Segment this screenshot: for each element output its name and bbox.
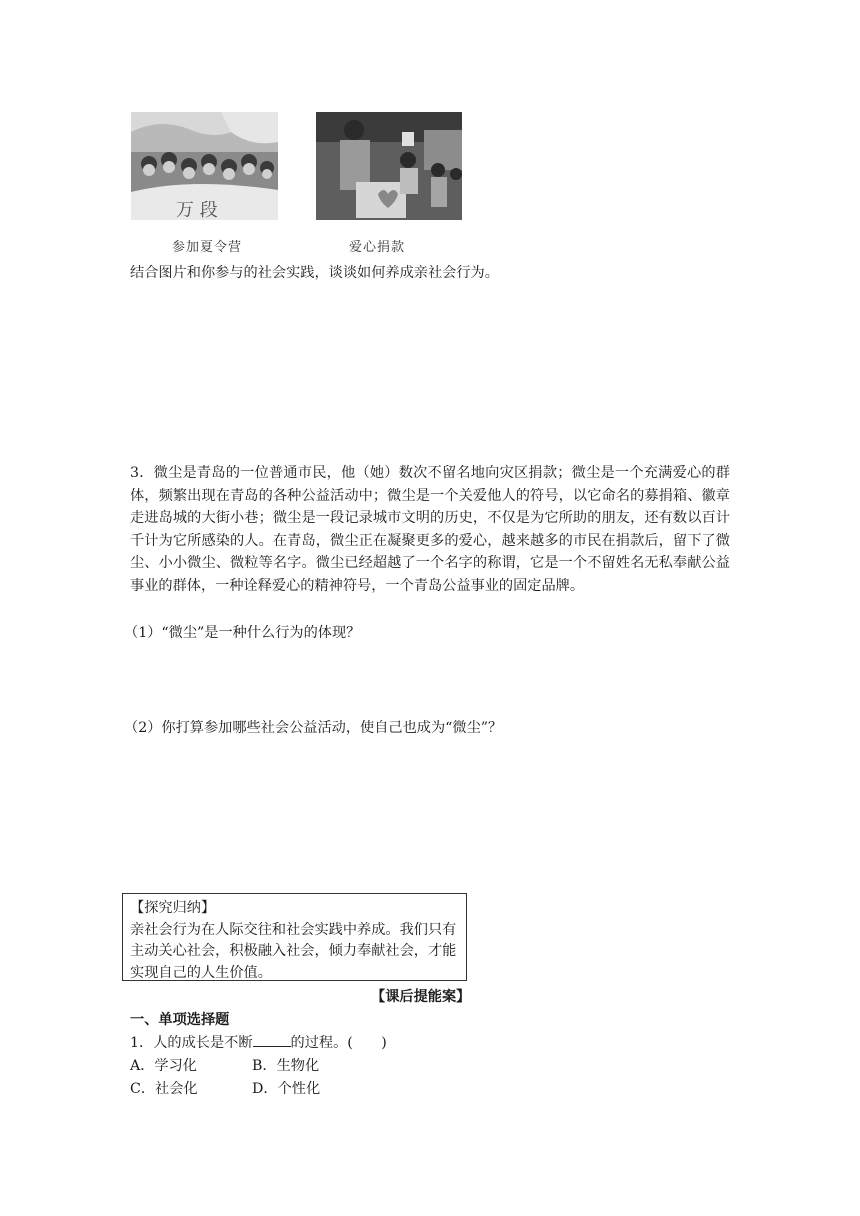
question-3-sub-1: （1）“微尘”是一种什么行为的体现？ — [124, 625, 361, 641]
charity-donation-photo — [316, 112, 462, 220]
summary-box-body: 亲社会行为在人际交往和社会实践中养成。我们只有主动关心社会，积极融入社会，倾力奉献社会，才能实现自己的人生价值。 — [130, 921, 457, 981]
summer-camp-photo — [131, 112, 278, 220]
summer-camp-caption: 参加夏令营 — [172, 240, 243, 255]
option-d[interactable]: D．个性化 — [252, 1081, 321, 1097]
question-1-text-after: 的过程。( ) — [290, 1035, 387, 1051]
question-3-paragraph: 3．微尘是青岛的一位普通市民，他（她）数次不留名地向灾区捐款；微尘是一个充满爱心的群体，频繁出现在青岛的各种公益活动中；微尘是一个关爱他人的符号，以它命名的募捐箱、徽章走进岛城的大街小巷；微尘是一段记录城市文明的历史，不仅是为它所助的朋友，还有数以百计千计为它所感染的人。在青岛，微尘正在凝聚更多的爱心，越来越多的市民在捐款后，留下了微尘、小小微尘、微粒等名字。微尘已经超越了一个名字的称谓，它是一个不留姓名无私奉献公益事业的群体，一种诠释爱心的精神符号，一个青岛公益事业的固定品牌。 — [130, 465, 730, 594]
charity-donation-caption: 爱心捐款 — [349, 240, 406, 255]
after-class-title: 【课后提能案】 — [371, 989, 471, 1005]
summary-box — [122, 893, 467, 981]
section-heading: 一、单项选择题 — [130, 1012, 230, 1028]
svg-text:万 段: 万 段 — [176, 200, 218, 220]
question-1-text-before: 1．人的成长是不断 — [130, 1035, 253, 1051]
question-1 — [130, 1032, 387, 1052]
answer-blank — [253, 1032, 291, 1047]
option-a[interactable]: A．学习化 — [130, 1058, 197, 1074]
image-prompt-text: 结合图片和你参与的社会实践，谈谈如何养成亲社会行为。 — [130, 265, 499, 281]
option-b[interactable]: B．生物化 — [252, 1058, 320, 1074]
option-c[interactable]: C．社会化 — [130, 1081, 198, 1097]
question-3-sub-2: （2）你打算参加哪些社会公益活动，使自己也成为“微尘”？ — [124, 720, 503, 736]
summary-box-title: 【探究归纳】 — [130, 900, 216, 916]
